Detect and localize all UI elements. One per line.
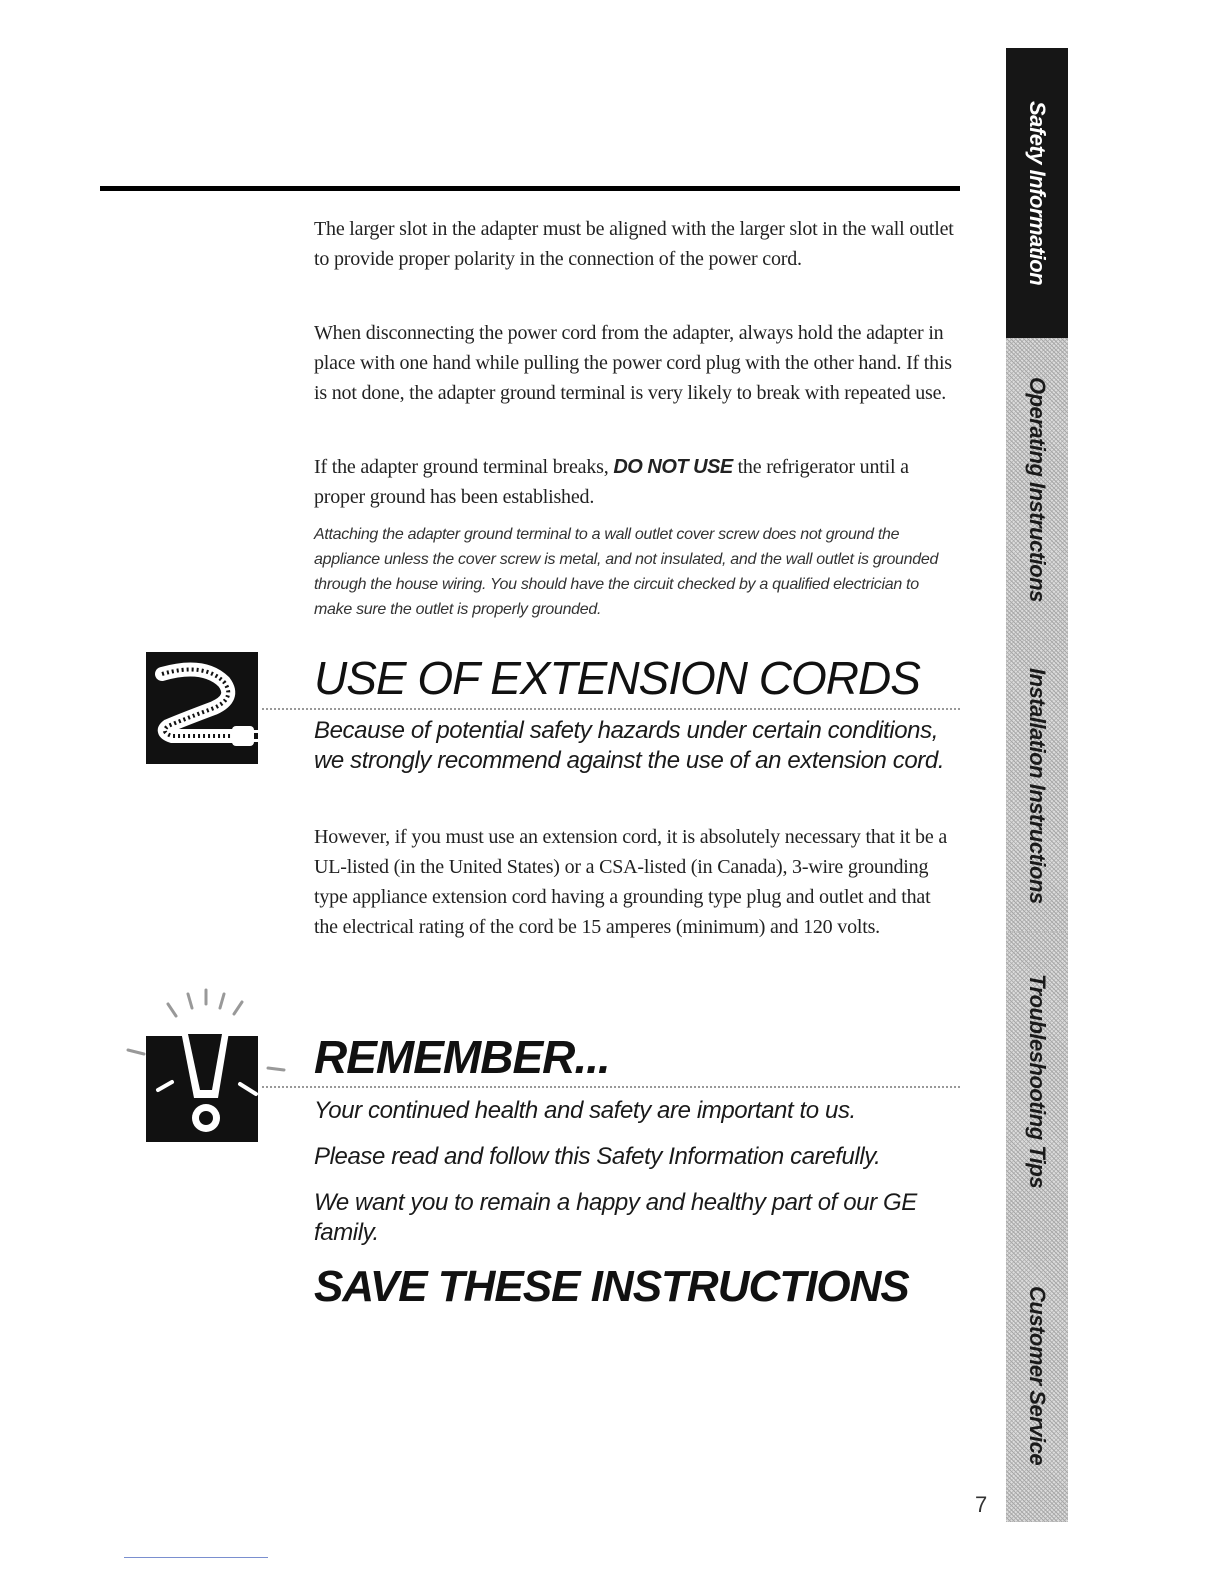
remember-title: REMEMBER... <box>314 1031 610 1083</box>
warning-exclamation-icon <box>146 1036 258 1142</box>
remember-dotted-rule <box>262 1086 960 1088</box>
tab-customer-service[interactable] <box>1006 1230 1068 1523</box>
tab-installation-instructions-label: Installation Instructions <box>1025 668 1050 904</box>
extension-dotted-rule <box>262 708 960 710</box>
do-not-use-emphasis: DO NOT USE <box>613 456 733 478</box>
tab-safety-information[interactable] <box>1006 48 1068 339</box>
ground-break-paragraph <box>314 452 959 512</box>
tab-troubleshooting-tips[interactable] <box>1006 932 1068 1231</box>
tab-operating-instructions[interactable] <box>1006 338 1068 641</box>
remember-line-family: We want you to remain a happy and healthy part of our GE family. <box>314 1189 917 1246</box>
ground-note: Attaching the adapter ground terminal to a wall outlet cover screw does not ground the appliance unless the cover screw is metal, and not insulated, and the wall outlet is grounded through the house wiring. You should have the circuit checked by a qualified electrician to make sure the outlet is properly grounded. <box>314 526 939 618</box>
tab-operating-instructions-label: Operating Instructions <box>1025 376 1050 602</box>
remember-line-health: Your continued health and safety are important to us. <box>314 1097 856 1124</box>
extension-cords-title: USE OF EXTENSION CORDS <box>314 652 920 704</box>
extension-body: However, if you must use an extension cord, it is absolutely necessary that it be a UL-listed (in the United States) or a CSA-listed (in Canada), 3-wire grounding type appliance extension cord having a grounding type plug and outlet and that the electrical rating of the cord be 15 amperes (minimum) and 120 volts. <box>314 826 947 938</box>
remember-line-read: Please read and follow this Safety Information carefully. <box>314 1143 881 1170</box>
ground-break-after: the refrigerator until a proper ground has been established. <box>314 456 909 508</box>
tab-customer-service-label: Customer Service <box>1025 1286 1050 1466</box>
ground-break-before: If the adapter ground terminal breaks, <box>314 456 614 478</box>
polarity-paragraph: The larger slot in the adapter must be aligned with the larger slot in the wall outlet to provide proper polarity in the connection of the power cord. <box>314 218 954 270</box>
extension-cord-icon <box>146 652 258 764</box>
disconnect-paragraph: When disconnecting the power cord from the adapter, always hold the adapter in place with one hand while pulling the power cord plug with the other hand. If this is not done, the adapter ground terminal is very likely to break with repeated use. <box>314 322 952 404</box>
tab-installation-instructions[interactable] <box>1006 640 1068 933</box>
extension-lead: Because of potential safety hazards under certain conditions, we strongly recommend against the use of an extension cord. <box>314 717 945 774</box>
tab-troubleshooting-tips-label: Troubleshooting Tips <box>1025 973 1050 1189</box>
footer-line <box>124 1557 268 1558</box>
save-instructions-title: SAVE THESE INSTRUCTIONS <box>314 1262 909 1311</box>
page-number: 7 <box>975 1492 988 1517</box>
top-rule <box>100 186 960 191</box>
tab-safety-information-label: Safety Information <box>1025 100 1050 286</box>
